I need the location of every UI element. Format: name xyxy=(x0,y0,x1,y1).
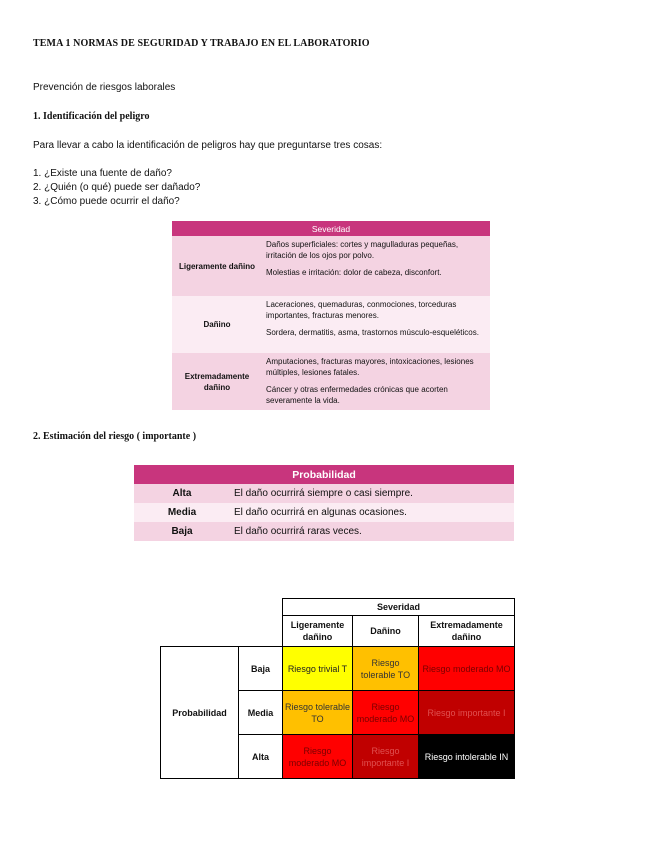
severity-desc xyxy=(262,236,490,296)
probability-table xyxy=(134,465,514,541)
risk-cell: Riesgo tolerable TO xyxy=(283,691,353,735)
severity-item: Molestias e irritación: dolor de cabeza, disconfort. xyxy=(266,268,442,277)
probability-desc: El daño ocurrirá raras veces. xyxy=(230,522,514,541)
risk-cell: Riesgo moderado MO xyxy=(419,647,515,691)
risk-cell: Riesgo trivial T xyxy=(283,647,353,691)
document-title: TEMA 1 NORMAS DE SEGURIDAD Y TRABAJO EN EL LABORATORIO xyxy=(33,38,370,49)
matrix-column-header: Ligeramente dañino xyxy=(283,616,353,647)
severity-label: Ligeramente dañino xyxy=(172,236,262,296)
risk-cell: Riesgo importante I xyxy=(353,735,419,779)
risk-cell: Riesgo moderado MO xyxy=(353,691,419,735)
matrix-column-header: Extremadamente dañino xyxy=(419,616,515,647)
probability-desc: El daño ocurrirá siempre o casi siempre. xyxy=(230,484,514,503)
risk-cell: Riesgo intolerable IN xyxy=(419,735,515,779)
probability-label: Baja xyxy=(134,522,230,541)
matrix-severity-header: Severidad xyxy=(283,599,515,616)
probability-label: Media xyxy=(134,503,230,522)
section1-intro: Para llevar a cabo la identificación de peligros hay que preguntarse tres cosas: xyxy=(33,140,383,151)
question-item: 2. ¿Quién (o qué) puede ser dañado? xyxy=(33,182,201,193)
severity-item: Daños superficiales: cortes y magulladuras pequeñas, irritación de los ojos por polvo. xyxy=(266,240,459,260)
severity-item: Cáncer y otras enfermedades crónicas que acorten severamente la vida. xyxy=(266,385,448,405)
subtitle: Prevención de riesgos laborales xyxy=(33,82,176,93)
section1-heading: 1. Identificación del peligro xyxy=(33,111,150,122)
severity-table-header: Severidad xyxy=(172,221,490,236)
risk-cell: Riesgo moderado MO xyxy=(283,735,353,779)
matrix-column-header: Dañino xyxy=(353,616,419,647)
severity-label: Dañino xyxy=(172,296,262,353)
severity-item: Sordera, dermatitis, asma, trastornos músculo-esqueléticos. xyxy=(266,328,479,337)
matrix-row-label: Alta xyxy=(239,735,283,779)
risk-cell: Riesgo importante I xyxy=(419,691,515,735)
severity-item: Amputaciones, fracturas mayores, intoxicaciones, lesiones múltiples, lesiones fatales. xyxy=(266,357,474,377)
question-item: 1. ¿Existe una fuente de daño? xyxy=(33,168,172,179)
severity-label: Extremadamente dañino xyxy=(172,353,262,410)
severity-desc xyxy=(262,353,490,410)
question-item: 3. ¿Cómo puede ocurrir el daño? xyxy=(33,196,180,207)
risk-cell: Riesgo tolerable TO xyxy=(353,647,419,691)
matrix-row-label: Media xyxy=(239,691,283,735)
matrix-row-label: Baja xyxy=(239,647,283,691)
probability-label: Alta xyxy=(134,484,230,503)
matrix-probability-header: Probabilidad xyxy=(161,647,239,779)
question-list xyxy=(33,167,200,209)
severity-desc xyxy=(262,296,490,353)
risk-matrix xyxy=(160,598,515,779)
severity-table xyxy=(172,221,490,410)
section2-heading: 2. Estimación del riesgo ( importante ) xyxy=(33,431,197,442)
severity-item: Laceraciones, quemaduras, conmociones, torceduras importantes, fracturas menores. xyxy=(266,300,457,320)
probability-desc: El daño ocurrirá en algunas ocasiones. xyxy=(230,503,514,522)
probability-table-header: Probabilidad xyxy=(134,465,514,484)
